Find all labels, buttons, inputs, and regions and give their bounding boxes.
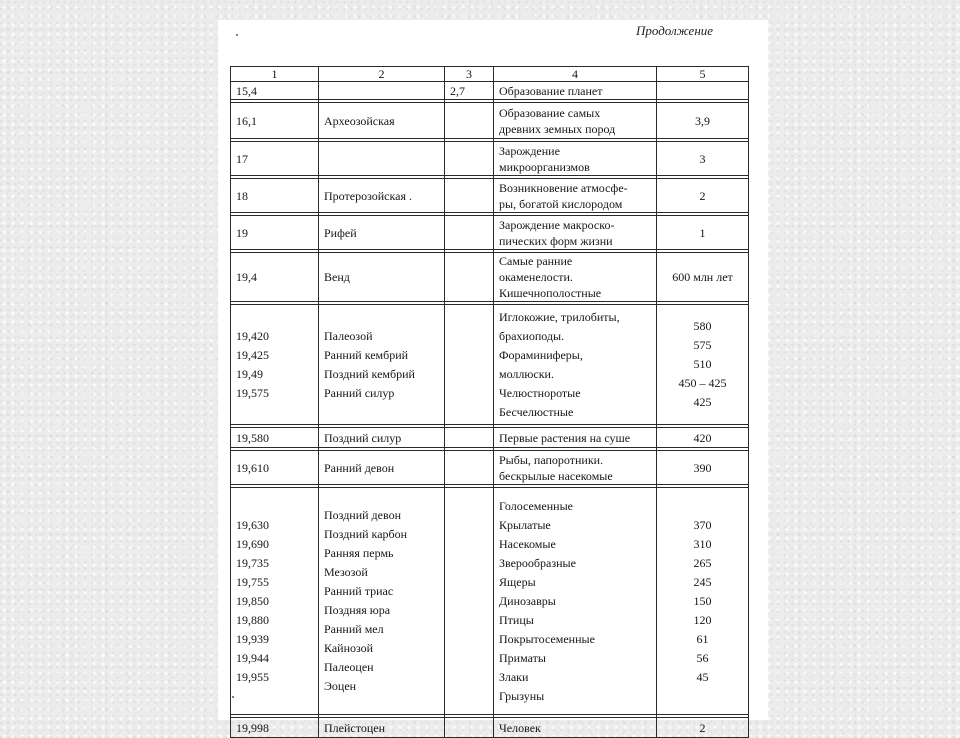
cell-line: Поздняя юра bbox=[324, 603, 391, 617]
cell-line: ры, богатой кислородом bbox=[499, 196, 623, 211]
table-cell-col-5 bbox=[657, 305, 749, 425]
cell-line: 19,850 bbox=[236, 593, 269, 608]
cell-line: Образование планет bbox=[499, 83, 603, 98]
table-row bbox=[231, 253, 749, 302]
table-row bbox=[231, 488, 749, 715]
table-row bbox=[231, 305, 749, 425]
cell-line: Динозавры bbox=[499, 593, 556, 608]
cell-line: Поздний девон bbox=[324, 508, 401, 522]
cell-line: Поздний кембрий bbox=[324, 366, 415, 381]
cell-line: Зарождение макроско- bbox=[499, 217, 615, 232]
table-header-row bbox=[231, 67, 749, 82]
cell-line: 19 bbox=[236, 225, 248, 240]
cell-line: 3 bbox=[699, 151, 706, 166]
cell-line: 450 – 425 bbox=[678, 376, 727, 390]
cell-line: Ранний мел bbox=[324, 622, 384, 636]
table-cell-col-5 bbox=[657, 179, 749, 213]
table-cell-col-5 bbox=[657, 82, 749, 100]
table-row bbox=[231, 142, 749, 176]
table-cell-col-2 bbox=[319, 718, 445, 738]
cell-line: древних земных пород bbox=[499, 121, 616, 136]
cell-line: 2 bbox=[699, 188, 706, 203]
cell-line: брахиоподы. bbox=[499, 328, 565, 343]
cell-line: Протерозойская . bbox=[324, 188, 412, 203]
cell-line: 19,955 bbox=[236, 669, 269, 684]
table-cell-col-2 bbox=[319, 451, 445, 485]
cell-line: Рифей bbox=[324, 225, 357, 240]
table-cell-col-2 bbox=[319, 305, 445, 425]
cell-line: Злаки bbox=[499, 669, 529, 684]
cell-line: Голосеменные bbox=[499, 498, 573, 513]
cell-line: 17 bbox=[236, 151, 248, 166]
column-header-4: 4 bbox=[494, 67, 657, 82]
table-cell-col-4 bbox=[494, 142, 657, 176]
cell-line: Венд bbox=[324, 270, 350, 284]
cell-line: Иглокожие, трилобиты, bbox=[499, 309, 620, 324]
cell-line: 150 bbox=[693, 593, 712, 608]
table-cell-col-3 bbox=[445, 305, 494, 425]
cell-line: 1 bbox=[699, 225, 706, 240]
cell-line: Эоцен bbox=[324, 679, 357, 693]
table-cell-col-1 bbox=[231, 451, 319, 485]
cell-line: Птицы bbox=[499, 612, 534, 627]
cell-line: 2,7 bbox=[450, 83, 465, 98]
cell-line: пических форм жизни bbox=[499, 233, 613, 248]
cell-line: 19,610 bbox=[236, 460, 269, 475]
table-cell-col-1 bbox=[231, 488, 319, 715]
column-header-3: 3 bbox=[445, 67, 494, 82]
table-cell-col-1 bbox=[231, 718, 319, 738]
cell-line: 510 bbox=[693, 357, 712, 371]
cell-line: 19,944 bbox=[236, 650, 269, 665]
cell-line: Кишечнополостные bbox=[499, 286, 602, 300]
cell-line: 19,755 bbox=[236, 574, 269, 589]
cell-line: моллюски. bbox=[499, 366, 554, 381]
table-cell-col-1 bbox=[231, 142, 319, 176]
table-row bbox=[231, 103, 749, 139]
table-cell-col-4 bbox=[494, 428, 657, 448]
cell-line: Ящеры bbox=[499, 574, 536, 589]
table-cell-col-2 bbox=[319, 428, 445, 448]
table-cell-col-1 bbox=[231, 305, 319, 425]
cell-line: Крылатые bbox=[499, 517, 551, 532]
geochronology-table bbox=[230, 66, 749, 738]
cell-line: 19,690 bbox=[236, 536, 269, 551]
cell-line: Зверообразные bbox=[499, 555, 576, 570]
cell-line: Человек bbox=[499, 720, 541, 735]
cell-line: 3,9 bbox=[695, 113, 710, 128]
table-cell-col-1 bbox=[231, 103, 319, 139]
cell-line: 19,4 bbox=[236, 270, 257, 284]
cell-line: 2 bbox=[699, 720, 706, 735]
table-cell-col-4 bbox=[494, 488, 657, 715]
cell-line: 19,575 bbox=[236, 385, 269, 400]
cell-line: 19,939 bbox=[236, 631, 269, 646]
cell-line: Кайнозой bbox=[324, 641, 374, 655]
table-cell-col-5 bbox=[657, 142, 749, 176]
table-cell-col-3 bbox=[445, 253, 494, 302]
table-cell-col-3 bbox=[445, 82, 494, 100]
table-cell-col-3 bbox=[445, 488, 494, 715]
table-cell-col-5 bbox=[657, 103, 749, 139]
cell-line: 265 bbox=[693, 555, 712, 570]
cell-line: 19,580 bbox=[236, 430, 269, 445]
table-row bbox=[231, 82, 749, 100]
table-cell-col-3 bbox=[445, 103, 494, 139]
table-cell-col-3 bbox=[445, 142, 494, 176]
table-cell-col-2 bbox=[319, 216, 445, 250]
cell-line: 18 bbox=[236, 188, 248, 203]
table-cell-col-5 bbox=[657, 451, 749, 485]
cell-line: Насекомые bbox=[499, 536, 556, 551]
cell-line: Первые растения на суше bbox=[499, 430, 631, 445]
cell-line: Поздний силур bbox=[324, 430, 402, 445]
table-cell-col-4 bbox=[494, 305, 657, 425]
table-row bbox=[231, 216, 749, 250]
table-cell-col-3 bbox=[445, 718, 494, 738]
cell-line: 16,1 bbox=[236, 113, 257, 128]
cell-line: Покрытосеменные bbox=[499, 631, 595, 646]
table-cell-col-4 bbox=[494, 103, 657, 139]
column-header-1: 1 bbox=[231, 67, 319, 82]
cell-line: 580 bbox=[693, 319, 712, 333]
table-body bbox=[231, 67, 749, 738]
cell-line: Ранний девон bbox=[324, 460, 395, 475]
table-cell-col-5 bbox=[657, 718, 749, 738]
cell-line: 310 bbox=[693, 536, 712, 551]
table-cell-col-1 bbox=[231, 82, 319, 100]
scan-speck bbox=[236, 34, 238, 36]
table-cell-col-4 bbox=[494, 179, 657, 213]
table-cell-col-2 bbox=[319, 103, 445, 139]
cell-line: 425 bbox=[693, 395, 712, 409]
cell-line: Самые ранние bbox=[499, 254, 573, 268]
cell-line: Бесчелюстные bbox=[499, 404, 574, 419]
cell-line: Палеоцен bbox=[324, 660, 374, 674]
cell-line: 19,420 bbox=[236, 328, 269, 343]
column-header-5: 5 bbox=[657, 67, 749, 82]
cell-line: Ранняя пермь bbox=[324, 546, 394, 560]
cell-line: 245 bbox=[693, 574, 712, 589]
cell-line: 19,735 bbox=[236, 555, 269, 570]
table-cell-col-3 bbox=[445, 451, 494, 485]
table-cell-col-5 bbox=[657, 428, 749, 448]
cell-line: 600 млн лет bbox=[672, 270, 733, 284]
cell-line: Образование самых bbox=[499, 105, 601, 120]
continuation-heading: Продолжение bbox=[636, 23, 714, 38]
table-row bbox=[231, 179, 749, 213]
cell-line: 19,880 bbox=[236, 612, 269, 627]
cell-line: Возникновение атмосфе- bbox=[499, 180, 628, 195]
table-cell-col-5 bbox=[657, 253, 749, 302]
cell-line: 575 bbox=[693, 338, 712, 352]
cell-line: окаменелости. bbox=[499, 270, 573, 284]
table-cell-col-4 bbox=[494, 216, 657, 250]
table-cell-col-2 bbox=[319, 82, 445, 100]
cell-line: Ранний кембрий bbox=[324, 347, 409, 362]
cell-line: 390 bbox=[693, 460, 712, 475]
table-cell-col-5 bbox=[657, 488, 749, 715]
cell-line: Зарождение bbox=[499, 143, 560, 158]
cell-line: Поздний карбон bbox=[324, 527, 408, 541]
cell-line: Ранний триас bbox=[324, 584, 394, 598]
table-cell-col-2 bbox=[319, 253, 445, 302]
table-cell-col-1 bbox=[231, 216, 319, 250]
cell-line: 56 bbox=[696, 650, 709, 665]
table-cell-col-2 bbox=[319, 142, 445, 176]
cell-line: Археозойская bbox=[324, 113, 395, 128]
cell-line: 19,425 bbox=[236, 347, 269, 362]
cell-line: 19,630 bbox=[236, 517, 269, 532]
cell-line: 15,4 bbox=[236, 83, 257, 98]
document-page bbox=[218, 20, 768, 735]
table-cell-col-4 bbox=[494, 253, 657, 302]
table-row bbox=[231, 451, 749, 485]
table-cell-col-1 bbox=[231, 179, 319, 213]
table-row bbox=[231, 718, 749, 738]
cell-line: Грызуны bbox=[499, 688, 545, 703]
cell-line: Челюстноротые bbox=[499, 385, 581, 400]
cell-line: Рыбы, папоротники. bbox=[499, 452, 604, 467]
table-cell-col-3 bbox=[445, 216, 494, 250]
cell-line: 120 bbox=[693, 612, 712, 627]
table-cell-col-5 bbox=[657, 216, 749, 250]
table-cell-col-4 bbox=[494, 82, 657, 100]
cell-line: 45 bbox=[696, 669, 709, 684]
table-cell-col-2 bbox=[319, 488, 445, 715]
cell-line: Плейстоцен bbox=[324, 720, 385, 735]
cell-line: бескрылые насекомые bbox=[499, 468, 613, 483]
table-cell-col-3 bbox=[445, 428, 494, 448]
table-row bbox=[231, 428, 749, 448]
cell-line: 19,49 bbox=[236, 366, 263, 381]
table-cell-col-4 bbox=[494, 451, 657, 485]
table-cell-col-3 bbox=[445, 179, 494, 213]
cell-line: 370 bbox=[693, 517, 712, 532]
cell-line: Палеозой bbox=[324, 328, 373, 343]
cell-line: Приматы bbox=[499, 650, 546, 665]
table-cell-col-1 bbox=[231, 253, 319, 302]
column-header-2: 2 bbox=[319, 67, 445, 82]
cell-line: 61 bbox=[696, 631, 709, 646]
table-cell-col-1 bbox=[231, 428, 319, 448]
cell-line: Фораминиферы, bbox=[499, 347, 583, 362]
cell-line: Мезозой bbox=[324, 565, 368, 579]
cell-line: Ранний силур bbox=[324, 385, 395, 400]
cell-line: микроорганизмов bbox=[499, 159, 590, 174]
cell-line: 19,998 bbox=[236, 720, 269, 735]
table-cell-col-4 bbox=[494, 718, 657, 738]
cell-line: 420 bbox=[693, 430, 712, 445]
table-cell-col-2 bbox=[319, 179, 445, 213]
